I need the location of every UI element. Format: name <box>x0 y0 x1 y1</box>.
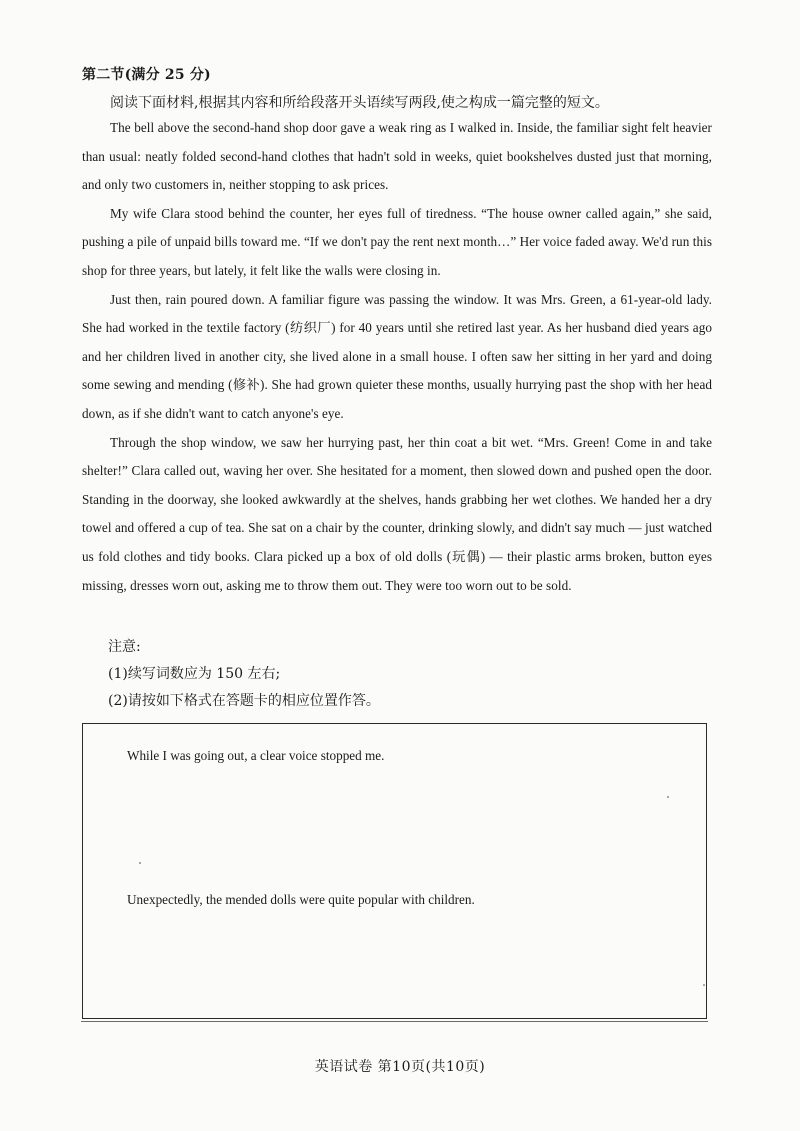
note-item: (2)请按如下格式在答题卡的相应位置作答。 <box>108 693 380 709</box>
section-title: 第二节(满分 25 分) <box>82 67 211 83</box>
notes-heading: 注意: <box>108 639 141 655</box>
answer-box <box>82 723 707 1019</box>
passage-paragraph: My wife Clara stood behind the counter, her eyes full of tiredness. “The house owner called again,” she said, pushing a pile of unpaid bills toward me. “If we don't pay the rent next month…” Her voice faded away. We'd run this shop for three years, but lately, it felt like the walls were closing in. <box>82 205 712 278</box>
reading-passage <box>82 114 712 600</box>
passage-paragraph: Just then, rain poured down. A familiar figure was passing the window. It was Mrs. Green, a 61-year-old lady. She had worked in the textile factory (纺织厂) for 40 years until she retired last year. As her husband died years ago and her children lived in another city, she lived alone in a small house. I often saw her sitting in her yard and doing some sewing and mending (修补). She had grown quieter these months, usually hurrying past the shop with her head down, as if she didn't want to catch anyone's eye. <box>82 291 712 421</box>
note-item: (1)续写词数应为 150 左右; <box>108 666 281 682</box>
passage-paragraph: The bell above the second-hand shop door gave a weak ring as I walked in. Inside, the familiar sight felt heavier than usual: neatly folded second-hand clothes that hadn't sold in weeks, quiet bookshelves dusted just that morning, and only two customers in, neither stopping to ask prices. <box>82 120 712 193</box>
scan-speck <box>139 862 141 864</box>
notes-section <box>108 634 380 715</box>
scan-speck <box>703 984 705 986</box>
passage-paragraph: Through the shop window, we saw her hurrying past, her thin coat a bit wet. “Mrs. Green! Come in and take shelter!” Clara called out, waving her over. She hesitated for a moment, then slowed down and pushed open the door. Standing in the doorway, she looked awkwardly at the shelves, hands grabbing her wet clothes. We handed her a dry towel and offered a cup of tea. She sat on a chair by the counter, drinking slowly, and didn't say much — just watched us fold clothes and tidy books. Clara picked up a box of old dolls (玩偶) — their plastic arms broken, button eyes missing, dresses worn out, asking me to throw them out. They were too worn out to be sold. <box>82 434 712 593</box>
section-instruction: 阅读下面材料,根据其内容和所给段落开头语续写两段,使之构成一篇完整的短文。 <box>110 95 609 111</box>
paragraph-opener-1: While I was going out, a clear voice stopped me. <box>127 748 385 763</box>
page-footer: 英语试卷 第10页(共10页) <box>314 1059 486 1075</box>
scan-speck <box>667 796 669 798</box>
paragraph-opener-2: Unexpectedly, the mended dolls were quite popular with children. <box>127 892 475 907</box>
